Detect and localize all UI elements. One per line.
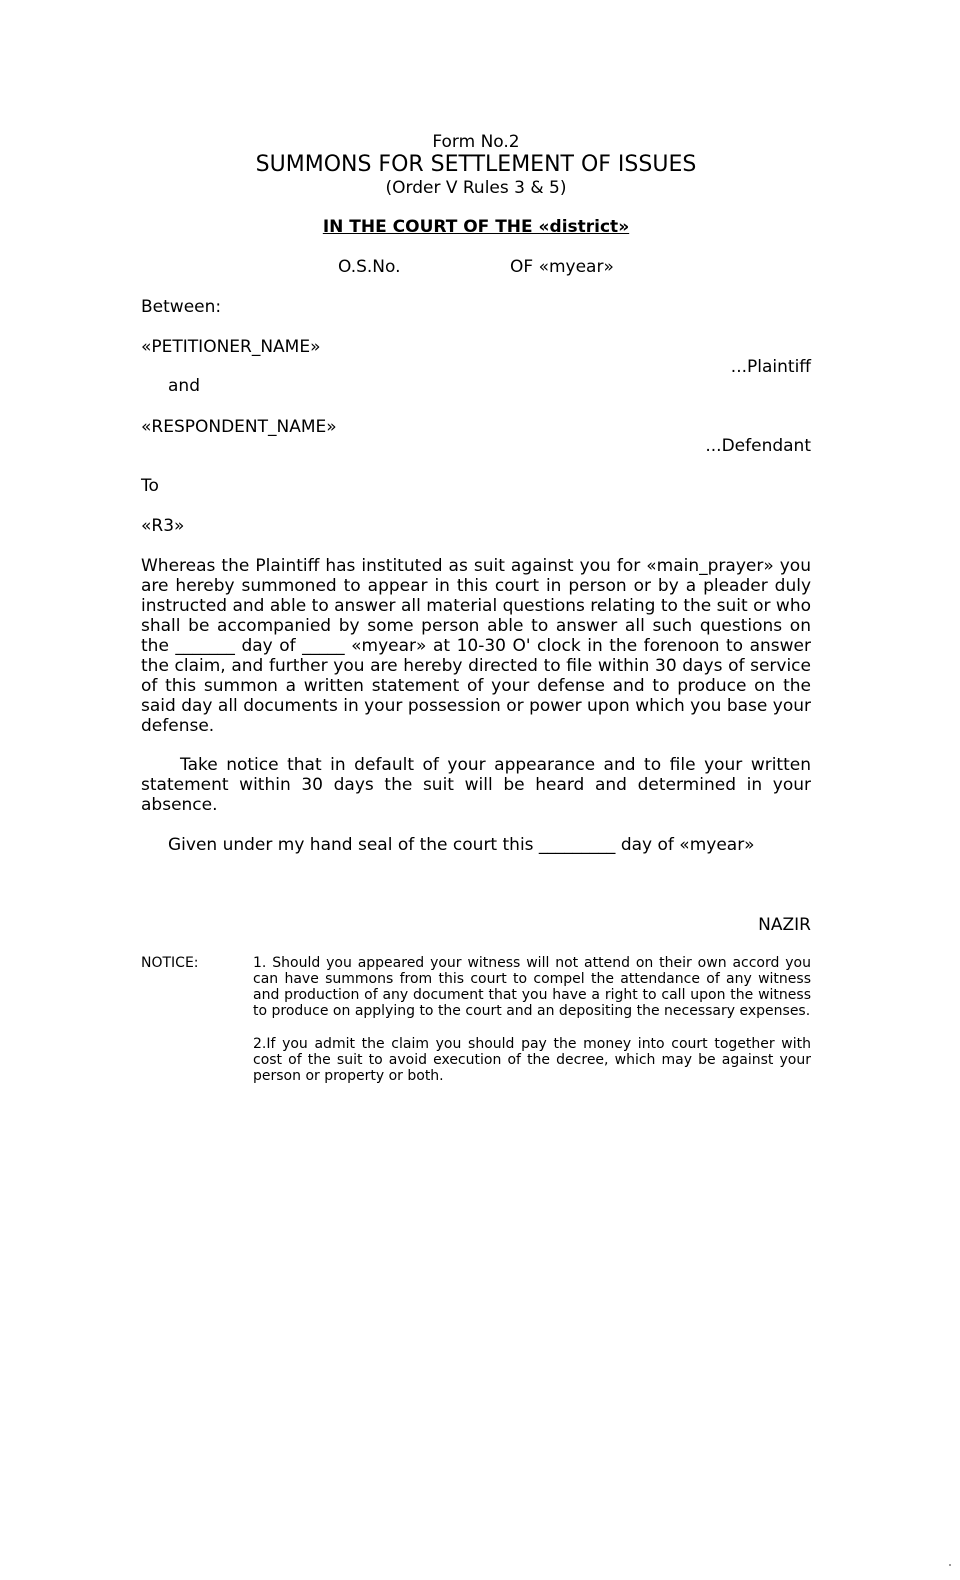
- case-number-label: O.S.No.: [338, 257, 401, 277]
- document-subtitle: (Order V Rules 3 & 5): [385, 178, 567, 198]
- signature-nazir: NAZIR: [758, 915, 811, 935]
- petitioner-name: «PETITIONER_NAME»: [141, 337, 321, 357]
- between-label: Between:: [141, 297, 222, 317]
- document-title: SUMMONS FOR SETTLEMENT OF ISSUES: [255, 152, 697, 177]
- notice-item-2: 2.If you admit the claim you should pay the money into court together with cost of the suit to avoid execution of the decree, which may be against your person or property or both.: [253, 1036, 811, 1084]
- court-heading: IN THE COURT OF THE «district»: [322, 217, 630, 237]
- plaintiff-role: ...Plaintiff: [730, 357, 811, 377]
- and-connector: and: [168, 376, 200, 396]
- to-label: To: [141, 476, 159, 496]
- respondent-name: «RESPONDENT_NAME»: [141, 417, 337, 437]
- notice-label: NOTICE:: [141, 955, 199, 971]
- given-under-hand-line: Given under my hand seal of the court this _________ day of «myear»: [168, 835, 755, 855]
- summons-paragraph: Whereas the Plaintiff has instituted as suit against you for «main_prayer» you are hereby summoned to appear in this court in person or by a pleader duly instructed and able to answer all material questions relating to the suit or who shall be accompanied by some person able to answer all such questions on the _______ day of _____ «myear» at 10-30 O' clock in the forenoon to answer the claim, and further you are hereby directed to file within 30 days of service of this summon a written statement of your defense and to produce on the said day all documents in your possession or power upon which you base your defense.: [141, 556, 811, 736]
- page-corner-mark: [949, 1564, 951, 1566]
- case-year: OF «myear»: [510, 257, 614, 277]
- form-number: Form No.2: [432, 132, 520, 152]
- notice-paragraph: Take notice that in default of your appearance and to file your written statement within 30 days the suit will be heard and determined in your absence.: [141, 755, 811, 815]
- defendant-role: ...Defendant: [705, 436, 811, 456]
- recipient-name: «R3»: [141, 516, 185, 536]
- notice-item-1: 1. Should you appeared your witness will not attend on their own accord you can have summons from this court to compel the attendance of any witness and production of any document that you have a right to call upon the witness to produce on applying to the court and an depositing the necessary expenses.: [253, 955, 811, 1019]
